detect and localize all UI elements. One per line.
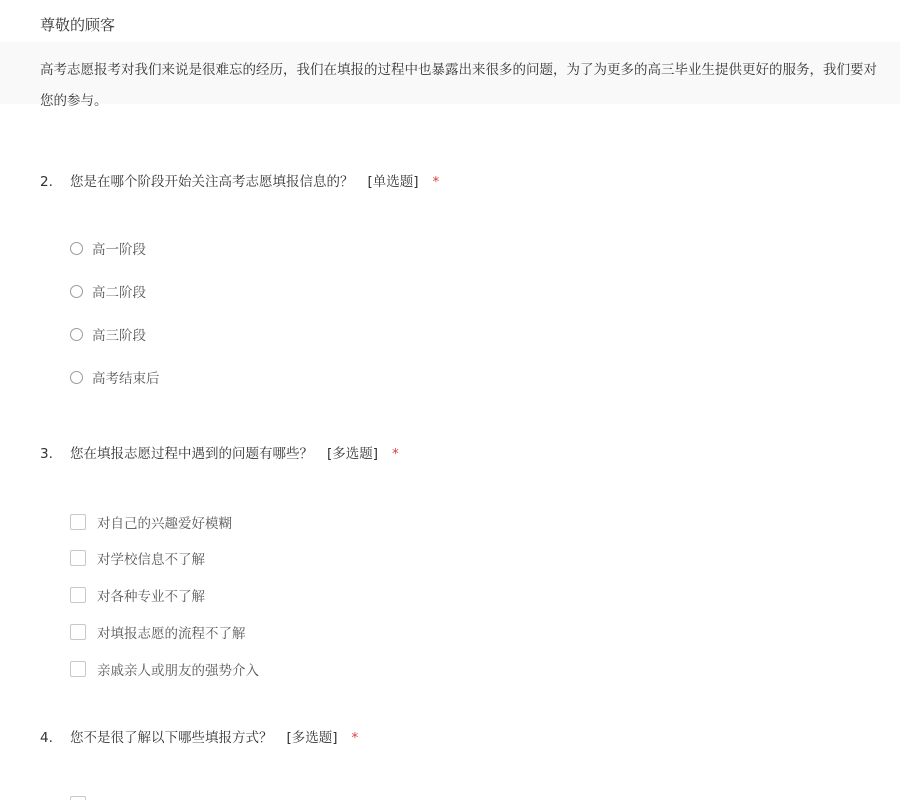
option-label: 对各种专业不了解 <box>97 589 205 605</box>
radio-option-1[interactable] <box>70 238 146 258</box>
option-label: 对学校信息不了解 <box>97 552 205 568</box>
required-marker: * <box>392 446 399 462</box>
radio-button[interactable] <box>70 242 83 255</box>
radio-button[interactable] <box>70 371 83 384</box>
greeting-title: 尊敬的顾客 <box>40 16 116 34</box>
checkbox-option-3[interactable] <box>70 585 205 605</box>
option-label: 亲戚亲人或朋友的强势介入 <box>97 663 259 679</box>
question-number: 2. <box>40 174 53 190</box>
radio-button[interactable] <box>70 328 83 341</box>
option-label: 高考结束后 <box>92 371 160 387</box>
intro-line-2: 您的参与。 <box>40 93 108 109</box>
checkbox[interactable] <box>70 550 86 566</box>
radio-option-3[interactable] <box>70 324 146 344</box>
checkbox[interactable] <box>70 587 86 603</box>
question-text: 您在填报志愿过程中遇到的问题有哪些？ <box>70 446 313 462</box>
required-marker: * <box>432 174 440 190</box>
question-type: [多选题] <box>327 446 379 462</box>
required-marker: * <box>351 730 359 746</box>
checkbox-option-2[interactable] <box>70 548 205 568</box>
intro-panel <box>0 42 900 109</box>
option-label: 对自己的兴趣爱好模糊 <box>97 516 232 532</box>
checkbox[interactable] <box>70 514 86 530</box>
option-label: 高二阶段 <box>92 285 146 301</box>
option-label: 高三阶段 <box>92 328 146 344</box>
checkbox[interactable] <box>70 661 86 677</box>
radio-button[interactable] <box>70 285 83 298</box>
radio-option-2[interactable] <box>70 281 146 301</box>
question-text: 您不是很了解以下哪些填报方式？ <box>70 730 273 746</box>
intro-line-1: 高考志愿报考对我们来说是很难忘的经历，我们在填报的过程中也暴露出来很多的问题，为了为更多的高三毕业生提供更好的服务，我们要对 <box>40 62 877 78</box>
checkbox-partial[interactable] <box>70 796 86 800</box>
question-4-title <box>40 726 358 746</box>
question-2-title <box>40 170 439 190</box>
question-type: [多选题] <box>286 730 338 746</box>
checkbox[interactable] <box>70 624 86 640</box>
option-label: 高一阶段 <box>92 242 146 258</box>
question-3-title <box>40 442 399 462</box>
question-type: [单选题] <box>367 174 419 190</box>
checkbox-option-1[interactable] <box>70 512 232 532</box>
checkbox-option-5[interactable] <box>70 659 259 679</box>
option-label: 对填报志愿的流程不了解 <box>97 626 246 642</box>
question-number: 3. <box>40 446 53 462</box>
question-number: 4. <box>40 730 53 746</box>
intro-text <box>40 55 900 117</box>
checkbox-option-4[interactable] <box>70 622 246 642</box>
question-text: 您是在哪个阶段开始关注高考志愿填报信息的？ <box>70 174 354 190</box>
radio-option-4[interactable] <box>70 367 160 387</box>
